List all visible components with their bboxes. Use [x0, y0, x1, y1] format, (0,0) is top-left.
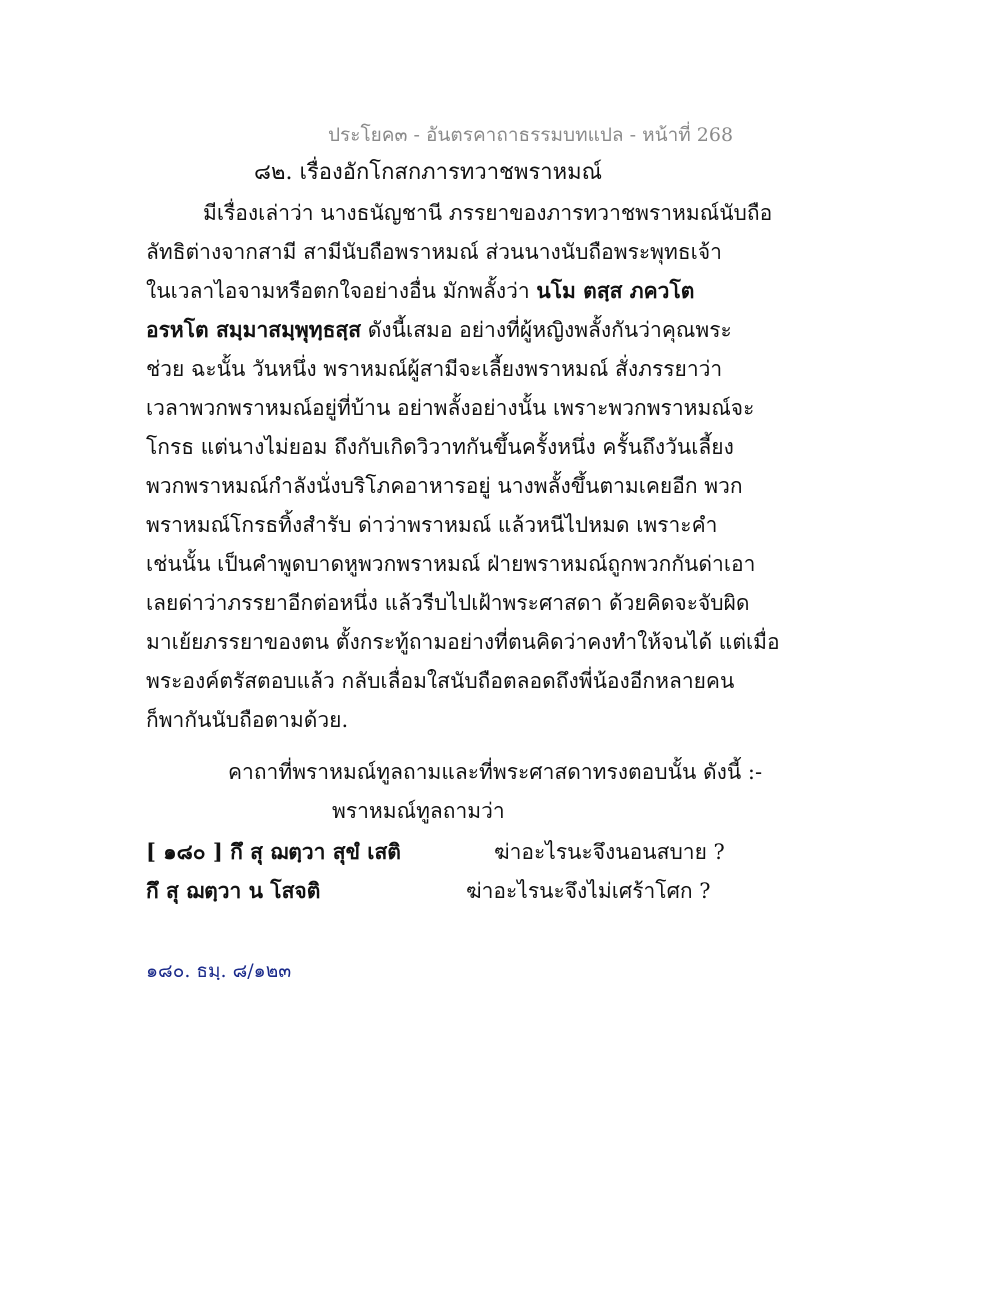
verse-intro: คาถาที่พราหมณ์ทูลถามและที่พระศาสดาทรงตอบนั้น ดังนี้ :- — [228, 760, 763, 784]
body-line: มีเรื่องเล่าว่า นางธนัญชานี ภรรยาของภารทวาชพราหมณ์นับถือ — [203, 201, 773, 225]
body-line: เช่นนั้น เป็นคำพูดบาดหูพวกพราหมณ์ ฝ่ายพราหมณ์ถูกพวกกันด่าเอา — [146, 552, 756, 576]
body-line: ช่วย ฉะนั้น วันหนึ่ง พราหมณ์ผู้สามีจะเลี้ยงพราหมณ์ สั่งภรรยาว่า — [146, 357, 723, 381]
pali-homage: อรหโต สมฺมาสมฺพุทฺธสฺส — [146, 317, 362, 342]
body-line — [146, 276, 694, 306]
verse-pali: กึ สุ ฌตฺวา น โสจติ — [146, 878, 321, 903]
body-line: มาเย้ยภรรยาของตน ตั้งกระทู้ถามอย่างที่ตนคิดว่าคงทำให้จนได้ แต่เมื่อ — [146, 630, 780, 654]
body-line: พวกพราหมณ์กำลังนั่งบริโภคอาหารอยู่ นางพลั้งขึ้นตามเคยอีก พวก — [146, 474, 743, 498]
body-line: ลัทธิต่างจากสามี สามีนับถือพราหมณ์ ส่วนนางนับถือพระพุทธเจ้า — [146, 240, 722, 264]
body-line: เลยด่าว่าภรรยาอีกต่อหนึ่ง แล้วรีบไปเฝ้าพระศาสดา ด้วยคิดจะจับผิด — [146, 591, 750, 615]
body-line: พระองค์ตรัสตอบแล้ว กลับเลื่อมใสนับถือตลอดถึงพี่น้องอีกหลายคน — [146, 669, 735, 693]
story-title: ๘๒. เรื่องอักโกสกภารทวาชพราหมณ์ — [254, 160, 603, 185]
body-line — [146, 315, 732, 345]
body-line: โกรธ แต่นางไม่ยอม ถึงกับเกิดวิวาทกันขึ้นครั้งหนึ่ง ครั้นถึงวันเลี้ยง — [146, 435, 734, 459]
verse-pali: [ ๑๘๐ ] กึ สุ ฌตฺวา สุขํ เสติ — [146, 839, 401, 864]
footnote: ๑๘๐. ธมฺ. ๘/๑๒๓ — [146, 960, 292, 982]
running-head: ประโยค๓ - อันตรคาถาธรรมบทแปล - หน้าที่ 268 — [328, 124, 734, 146]
body-line: พราหมณ์โกรธทิ้งสำรับ ด่าว่าพราหมณ์ แล้วหนีไปหมด เพราะคำ — [146, 513, 718, 537]
body-text: ดังนี้เสมอ อย่างที่ผู้หญิงพลั้งกันว่าคุณพระ — [361, 318, 732, 342]
body-line: เวลาพวกพราหมณ์อยู่ที่บ้าน อย่าพลั้งอย่างนั้น เพราะพวกพราหมณ์จะ — [146, 396, 755, 420]
verse-translation: ฆ่าอะไรนะจึงนอนสบาย ? — [494, 840, 725, 864]
verse-translation: ฆ่าอะไรนะจึงไม่เศร้าโศก ? — [466, 879, 711, 903]
pali-homage: นโม ตสฺส ภควโต — [536, 278, 695, 303]
body-line: ก็พากันนับถือตามด้วย. — [146, 708, 349, 732]
body-text: ในเวลาไอจามหรือตกใจอย่างอื่น มักพลั้งว่า — [146, 279, 537, 303]
verse-speaker: พราหมณ์ทูลถามว่า — [332, 799, 505, 823]
